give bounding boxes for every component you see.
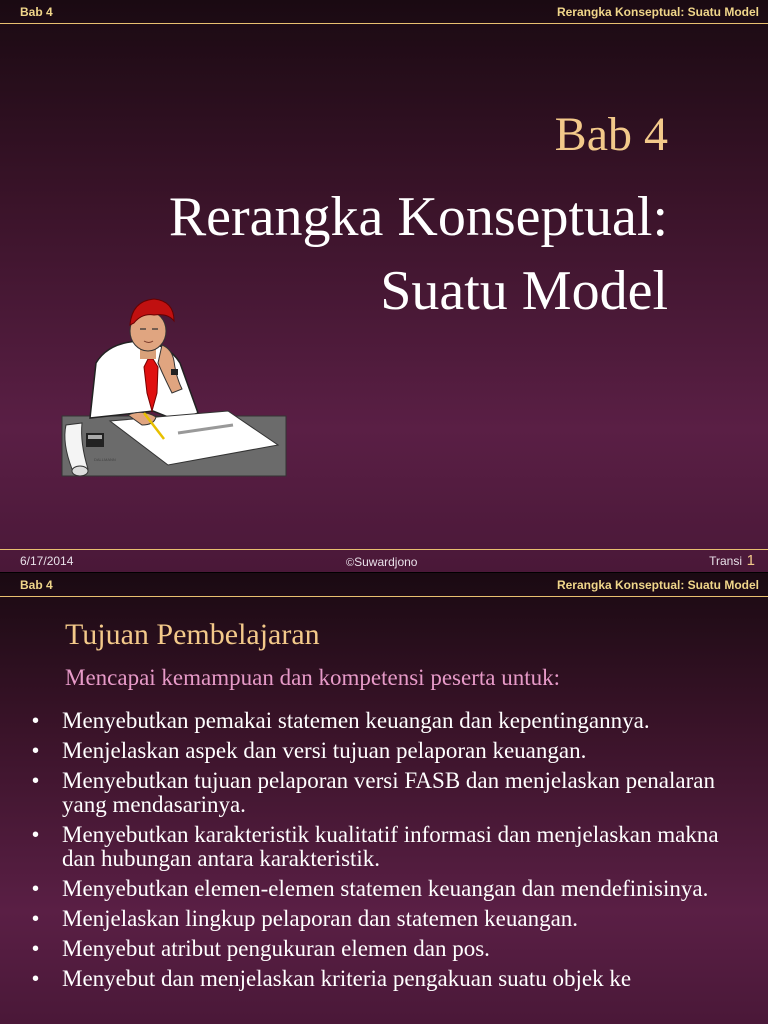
- header-topic: Rerangka Konseptual: Suatu Model: [556, 578, 759, 592]
- list-item: • Menyebut atribut pengukuran elemen dan pos.: [32, 936, 490, 961]
- main-title-line1: Rerangka Konseptual:: [168, 186, 668, 248]
- bullet-icon: •: [32, 710, 40, 732]
- section-title: Tujuan Pembelajaran: [65, 618, 320, 651]
- bullet-icon: •: [32, 824, 40, 846]
- slide-objectives: [0, 573, 768, 1024]
- bullet-icon: •: [32, 968, 40, 990]
- list-item: • Menjelaskan lingkup pelaporan dan statemen keuangan.: [32, 906, 579, 931]
- footer-author: Suwardjono: [354, 555, 418, 569]
- slide-footer: [0, 552, 768, 572]
- lead-text: Mencapai kemampuan dan kompetensi peserta untuk:: [65, 665, 560, 690]
- bullet-icon: •: [32, 908, 40, 930]
- header-topic: Rerangka Konseptual: Suatu Model: [556, 5, 759, 19]
- bullet-icon: •: [32, 878, 40, 900]
- list-item: • Menyebutkan karakteristik kualitatif informasi dan menjelaskan makna dan hubungan antara karakteristik.: [32, 822, 719, 871]
- footer-copyright: [346, 555, 417, 569]
- list-item: • Menyebut dan menjelaskan kriteria pengakuan suatu objek ke: [32, 966, 632, 991]
- copyright-icon: ©: [346, 557, 355, 569]
- footer-transi-label: Transi: [709, 554, 742, 568]
- header-chapter: Bab 4: [20, 5, 53, 19]
- bullet-icon: •: [32, 740, 40, 762]
- footer-divider: [0, 549, 768, 550]
- slide-header: [0, 573, 768, 597]
- list-item: • Menyebutkan elemen-elemen statemen keuangan dan mendefinisinya.: [32, 876, 709, 901]
- list-item: • Menjelaskan aspek dan versi tujuan pelaporan keuangan.: [32, 738, 587, 763]
- header-divider: [0, 596, 768, 597]
- list-item: • Menyebutkan pemakai statemen keuangan dan kepentingannya.: [32, 708, 650, 733]
- objectives-list: [32, 709, 752, 997]
- header-divider: [0, 23, 768, 24]
- main-title-line2: Suatu Model: [380, 260, 668, 322]
- header-chapter: Bab 4: [20, 578, 53, 592]
- svg-text:DALLMANN: DALLMANN: [94, 457, 116, 462]
- bullet-icon: •: [32, 938, 40, 960]
- list-item: • Menyebutkan tujuan pelaporan versi FASB dan menjelaskan penalaran yang mendasarinya.: [32, 768, 715, 817]
- slide-header: [0, 0, 768, 24]
- bullet-icon: •: [32, 770, 40, 792]
- chapter-title: Bab 4: [554, 108, 668, 161]
- man-at-drafting-table-icon: [58, 293, 288, 478]
- footer-page-number: 1: [746, 552, 755, 569]
- footer-date: 6/17/2014: [20, 554, 74, 568]
